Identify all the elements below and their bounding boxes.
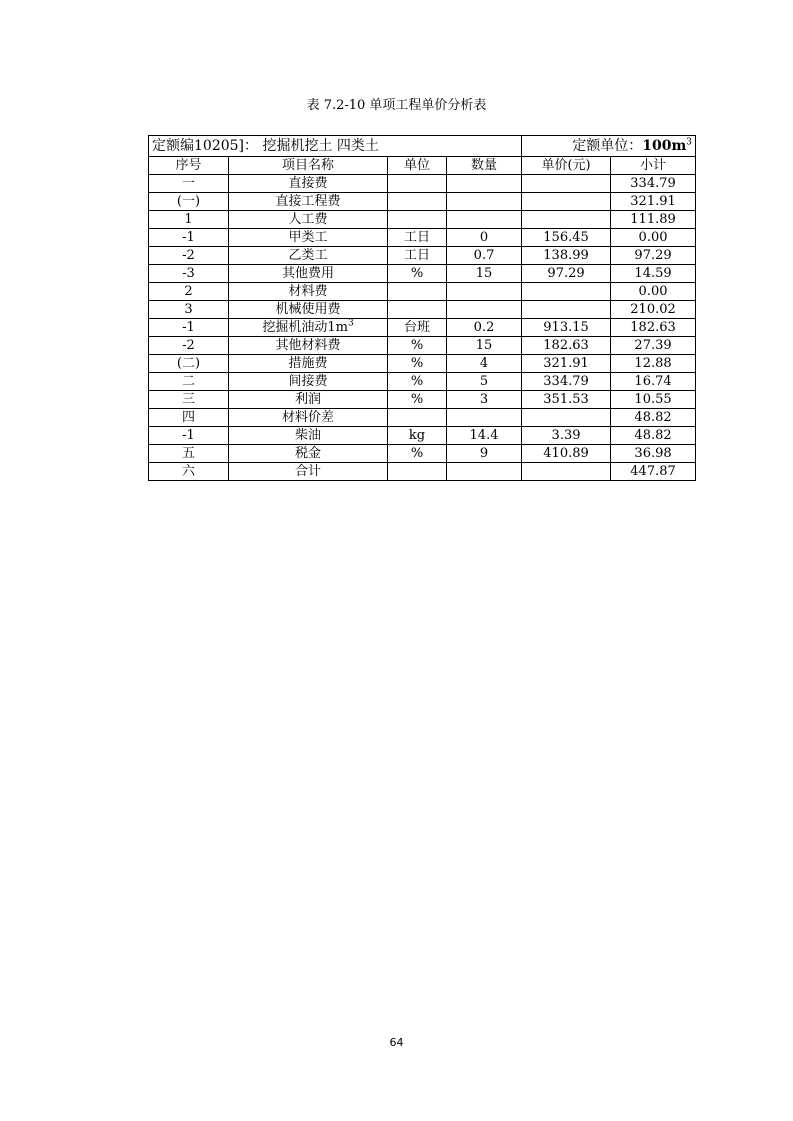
cell-no	[149, 391, 229, 409]
cell-quantity-text: 9	[479, 446, 489, 461]
cell-unit-price	[522, 445, 611, 463]
cell-unit-price-text: 334.79	[543, 374, 589, 389]
cell-item-text: 直接费	[288, 176, 328, 191]
cell-subtotal-text: 182.63	[630, 320, 676, 335]
cell-item-text: 税金	[294, 446, 321, 461]
cell-unit-price-text: 321.91	[543, 356, 589, 371]
cell-no	[149, 319, 229, 337]
cell-unit-price	[522, 319, 611, 337]
cell-item	[229, 193, 388, 211]
cell-unit	[388, 301, 447, 319]
cell-item-text: 间接费	[288, 374, 328, 389]
cell-item-superscript: 3	[347, 318, 354, 329]
cell-quantity	[447, 229, 522, 247]
cell-no	[149, 283, 229, 301]
cell-subtotal-text: 334.79	[630, 176, 676, 191]
cell-unit	[388, 175, 447, 193]
cell-unit	[388, 463, 447, 481]
cell-subtotal-text: 16.74	[634, 374, 672, 389]
cell-no-text: 四	[181, 410, 195, 425]
table-row	[149, 337, 696, 355]
cell-quantity-text: 3	[479, 392, 489, 407]
cell-no	[149, 229, 229, 247]
cell-unit-text: 工日	[403, 230, 430, 245]
table-caption: 表 7.2-10 单项工程单价分析表	[306, 98, 487, 113]
table-row	[149, 463, 696, 481]
cell-unit-price	[522, 373, 611, 391]
cell-unit	[388, 445, 447, 463]
cell-quantity	[447, 211, 522, 229]
cell-no-text: -2	[182, 248, 195, 263]
quota-unit-cell	[522, 136, 696, 157]
table-row	[149, 229, 696, 247]
table-row	[149, 265, 696, 283]
cell-subtotal	[611, 337, 696, 355]
cell-quantity	[447, 283, 522, 301]
cell-quantity	[447, 301, 522, 319]
cell-item-text: 材料费	[288, 284, 328, 299]
cell-no-text: -3	[182, 266, 195, 281]
cell-quantity	[447, 427, 522, 445]
cell-item	[229, 283, 388, 301]
cell-item	[229, 247, 388, 265]
cell-unit-text: %	[410, 356, 424, 371]
cell-subtotal	[611, 445, 696, 463]
cell-item-text: 乙类工	[288, 248, 328, 263]
cell-no-text: 3	[184, 302, 193, 317]
cell-unit	[388, 427, 447, 445]
cell-item	[229, 337, 388, 355]
cell-no-text: 一	[181, 176, 195, 191]
cell-no-text: 1	[184, 212, 193, 227]
cell-item	[229, 229, 388, 247]
cell-subtotal-text: 111.89	[630, 212, 676, 227]
table-row	[149, 319, 696, 337]
cell-quantity-text: 15	[475, 338, 493, 353]
cell-subtotal	[611, 427, 696, 445]
cell-quantity-text: 5	[479, 374, 489, 389]
cell-unit-price	[522, 283, 611, 301]
quota-header-row	[149, 136, 696, 157]
cell-subtotal	[611, 391, 696, 409]
cell-subtotal	[611, 175, 696, 193]
cell-quantity	[447, 247, 522, 265]
cell-item-text: 利润	[294, 392, 321, 407]
cell-quantity-text: 14.4	[469, 428, 499, 443]
cell-item	[229, 445, 388, 463]
cell-unit-price	[522, 247, 611, 265]
cell-unit	[388, 229, 447, 247]
cell-quantity	[447, 445, 522, 463]
cell-no	[149, 409, 229, 427]
cell-item-text: 措施费	[288, 356, 328, 371]
cell-unit-price	[522, 427, 611, 445]
cell-subtotal	[611, 229, 696, 247]
cell-unit	[388, 391, 447, 409]
cell-subtotal	[611, 463, 696, 481]
cell-unit-text: kg	[408, 428, 426, 443]
quota-code: 定额编10205]：	[152, 138, 258, 154]
cell-quantity-text: 4	[479, 356, 489, 371]
unit-price-analysis-table	[148, 135, 696, 481]
cell-unit-price	[522, 337, 611, 355]
cell-no	[149, 463, 229, 481]
cell-unit-price-text: 97.29	[547, 266, 585, 281]
cell-no	[149, 211, 229, 229]
cell-item	[229, 301, 388, 319]
cell-unit-text: %	[410, 266, 424, 281]
cell-unit-price-text: 351.53	[543, 392, 589, 407]
cell-unit	[388, 337, 447, 355]
cell-quantity-text: 0	[479, 230, 489, 245]
table-row	[149, 445, 696, 463]
cell-no-text: -2	[182, 338, 195, 353]
cell-unit	[388, 247, 447, 265]
cell-no-text: 六	[181, 464, 195, 479]
cell-quantity-text: 0.2	[473, 320, 495, 335]
cell-no	[149, 265, 229, 283]
cell-no	[149, 445, 229, 463]
table-row	[149, 409, 696, 427]
cell-subtotal	[611, 373, 696, 391]
cell-item-text: 其他材料费	[275, 338, 341, 353]
quota-unit-superscript: 3	[686, 137, 693, 148]
column-header-row	[149, 157, 696, 175]
cell-no-text: (二)	[176, 356, 201, 371]
cell-subtotal	[611, 193, 696, 211]
cell-unit-price	[522, 355, 611, 373]
cell-unit	[388, 355, 447, 373]
cell-quantity	[447, 175, 522, 193]
cell-subtotal	[611, 247, 696, 265]
cell-unit-price	[522, 193, 611, 211]
cell-unit-text: 台班	[403, 320, 430, 335]
cell-quantity	[447, 409, 522, 427]
table-row	[149, 391, 696, 409]
cell-unit-price-text: 182.63	[543, 338, 589, 353]
cell-unit-price	[522, 229, 611, 247]
cell-quantity	[447, 373, 522, 391]
cell-item	[229, 355, 388, 373]
cell-subtotal-text: 0.00	[638, 284, 668, 299]
cell-no-text: 五	[181, 446, 195, 461]
cell-unit-price	[522, 409, 611, 427]
cell-no	[149, 247, 229, 265]
cell-quantity-text: 15	[475, 266, 493, 281]
cell-no-text: 三	[181, 392, 195, 407]
cell-quantity	[447, 463, 522, 481]
cell-no	[149, 193, 229, 211]
cell-item	[229, 391, 388, 409]
cell-item	[229, 427, 388, 445]
cell-unit-text: 工日	[403, 248, 430, 263]
column-header: 单价(元)	[522, 157, 611, 175]
cell-item	[229, 319, 388, 337]
cell-unit	[388, 283, 447, 301]
column-header: 项目名称	[229, 157, 388, 175]
cell-unit-price-text: 913.15	[543, 320, 589, 335]
cell-no-text: 2	[184, 284, 193, 299]
cell-item	[229, 211, 388, 229]
cell-no	[149, 301, 229, 319]
cell-subtotal-text: 36.98	[634, 446, 672, 461]
cell-unit-price-text: 138.99	[543, 248, 589, 263]
cell-unit-price	[522, 301, 611, 319]
cell-no	[149, 373, 229, 391]
column-header: 小计	[611, 157, 696, 175]
cell-subtotal-text: 0.00	[638, 230, 668, 245]
cell-subtotal-text: 12.88	[634, 356, 672, 371]
cell-quantity	[447, 391, 522, 409]
cell-item-text: 柴油	[294, 428, 321, 443]
quota-unit-label: 定额单位：	[572, 138, 643, 154]
cell-item-text: 甲类工	[288, 230, 328, 245]
cell-unit-price	[522, 391, 611, 409]
cell-item	[229, 175, 388, 193]
cell-subtotal	[611, 283, 696, 301]
cell-subtotal-text: 48.82	[634, 410, 672, 425]
cell-subtotal-text: 97.29	[634, 248, 672, 263]
cell-item	[229, 463, 388, 481]
cell-subtotal-text: 210.02	[630, 302, 676, 317]
cell-item-text: 直接工程费	[275, 194, 341, 209]
cell-subtotal	[611, 319, 696, 337]
cell-no-text: -1	[182, 320, 195, 335]
table-row	[149, 355, 696, 373]
table-row	[149, 427, 696, 445]
cell-subtotal-text: 48.82	[634, 428, 672, 443]
cell-subtotal	[611, 301, 696, 319]
cell-quantity	[447, 319, 522, 337]
cell-no	[149, 427, 229, 445]
cell-unit	[388, 265, 447, 283]
cell-no-text: -1	[182, 230, 195, 245]
column-header: 数量	[447, 157, 522, 175]
cell-quantity	[447, 265, 522, 283]
cell-subtotal	[611, 409, 696, 427]
column-header: 序号	[149, 157, 229, 175]
cell-unit-text: %	[410, 446, 424, 461]
quota-title-cell	[149, 136, 522, 157]
cell-no-text: 二	[181, 374, 195, 389]
cell-subtotal-text: 14.59	[634, 266, 672, 281]
quota-unit-value: 100m	[642, 138, 687, 154]
cell-unit	[388, 193, 447, 211]
page-number: 64	[389, 1036, 404, 1049]
cell-unit-price	[522, 211, 611, 229]
cell-item-text: 其他费用	[281, 266, 334, 281]
cell-no	[149, 175, 229, 193]
cell-quantity	[447, 337, 522, 355]
cell-subtotal-text: 10.55	[634, 392, 672, 407]
cell-subtotal	[611, 211, 696, 229]
cell-subtotal	[611, 265, 696, 283]
table-row	[149, 247, 696, 265]
quota-name: 挖掘机挖土 四类土	[262, 138, 379, 154]
cell-quantity	[447, 193, 522, 211]
cell-unit-price	[522, 265, 611, 283]
cell-unit	[388, 373, 447, 391]
cell-unit	[388, 409, 447, 427]
cell-item	[229, 265, 388, 283]
table-row	[149, 283, 696, 301]
cell-item-text: 人工费	[288, 212, 328, 227]
cell-unit-price-text: 410.89	[543, 446, 589, 461]
cell-item-text: 合计	[294, 464, 321, 479]
cell-subtotal-text: 321.91	[630, 194, 676, 209]
cell-item-text: 挖掘机油动1m	[262, 320, 348, 335]
cell-item-text: 材料价差	[281, 410, 334, 425]
cell-unit-price-text: 156.45	[543, 230, 589, 245]
cell-unit-text: %	[410, 338, 424, 353]
cell-unit	[388, 319, 447, 337]
cell-subtotal	[611, 355, 696, 373]
cell-unit-text: %	[410, 392, 424, 407]
cell-subtotal-text: 27.39	[634, 338, 672, 353]
cell-quantity-text: 0.7	[473, 248, 495, 263]
table-row	[149, 175, 696, 193]
table-row	[149, 211, 696, 229]
column-header: 单位	[388, 157, 447, 175]
table-row	[149, 373, 696, 391]
cell-no	[149, 337, 229, 355]
cell-item-text: 机械使用费	[275, 302, 341, 317]
cell-unit-price-text: 3.39	[551, 428, 581, 443]
cell-unit-text: %	[410, 374, 424, 389]
cell-no-text: -1	[182, 428, 195, 443]
cell-subtotal-text: 447.87	[630, 464, 676, 479]
cell-no-text: (一)	[176, 194, 201, 209]
cell-quantity	[447, 355, 522, 373]
cell-no	[149, 355, 229, 373]
cell-item	[229, 409, 388, 427]
table-row	[149, 301, 696, 319]
cell-unit-price	[522, 463, 611, 481]
cell-unit	[388, 211, 447, 229]
cell-unit-price	[522, 175, 611, 193]
table-row	[149, 193, 696, 211]
cell-item	[229, 373, 388, 391]
